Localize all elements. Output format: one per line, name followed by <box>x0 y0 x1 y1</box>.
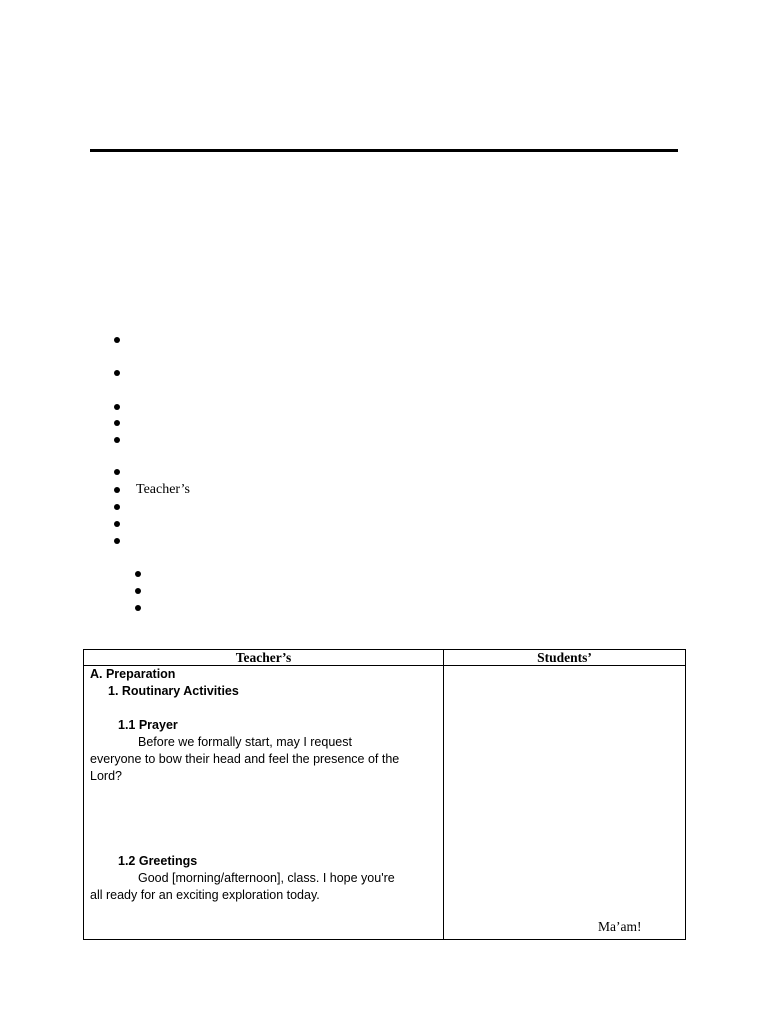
greeting-text-line: all ready for an exciting exploration today. <box>90 888 320 902</box>
prayer-text-line: Before we formally start, may I request <box>138 735 352 749</box>
prayer-text-line: Lord? <box>90 769 122 783</box>
table-row <box>84 666 686 940</box>
table-header-row <box>84 650 686 666</box>
bullet-point <box>114 487 120 493</box>
bullet-point <box>114 337 120 343</box>
bullet-item-teachers: Teacher’s <box>136 482 190 497</box>
routinary-activities-heading: 1. Routinary Activities <box>108 684 239 698</box>
prayer-text-line: everyone to bow their head and feel the presence of the <box>90 752 400 766</box>
bullet-point <box>114 437 120 443</box>
bullet-point <box>114 521 120 527</box>
bullet-point <box>114 469 120 475</box>
sub-bullet-point <box>135 571 141 577</box>
student-response: Ma’am! <box>598 919 642 934</box>
header-rule <box>90 149 678 152</box>
bullet-point <box>114 538 120 544</box>
sub-bullet-point <box>135 605 141 611</box>
lesson-plan-table <box>83 649 686 940</box>
sub-bullet-point <box>135 588 141 594</box>
teachers-activity-cell <box>84 666 444 940</box>
bullet-point <box>114 404 120 410</box>
teachers-column-header: Teacher’s <box>84 650 444 666</box>
section-heading-preparation: A. Preparation <box>90 667 176 681</box>
greetings-heading: 1.2 Greetings <box>118 854 198 868</box>
bullet-point <box>114 420 120 426</box>
students-activity-cell <box>444 666 686 940</box>
bullet-point <box>114 504 120 510</box>
prayer-heading: 1.1 Prayer <box>118 718 178 732</box>
bullet-point <box>114 370 120 376</box>
greeting-text-line: Good [morning/afternoon], class. I hope you're <box>138 871 395 885</box>
students-column-header: Students’ <box>444 650 686 666</box>
